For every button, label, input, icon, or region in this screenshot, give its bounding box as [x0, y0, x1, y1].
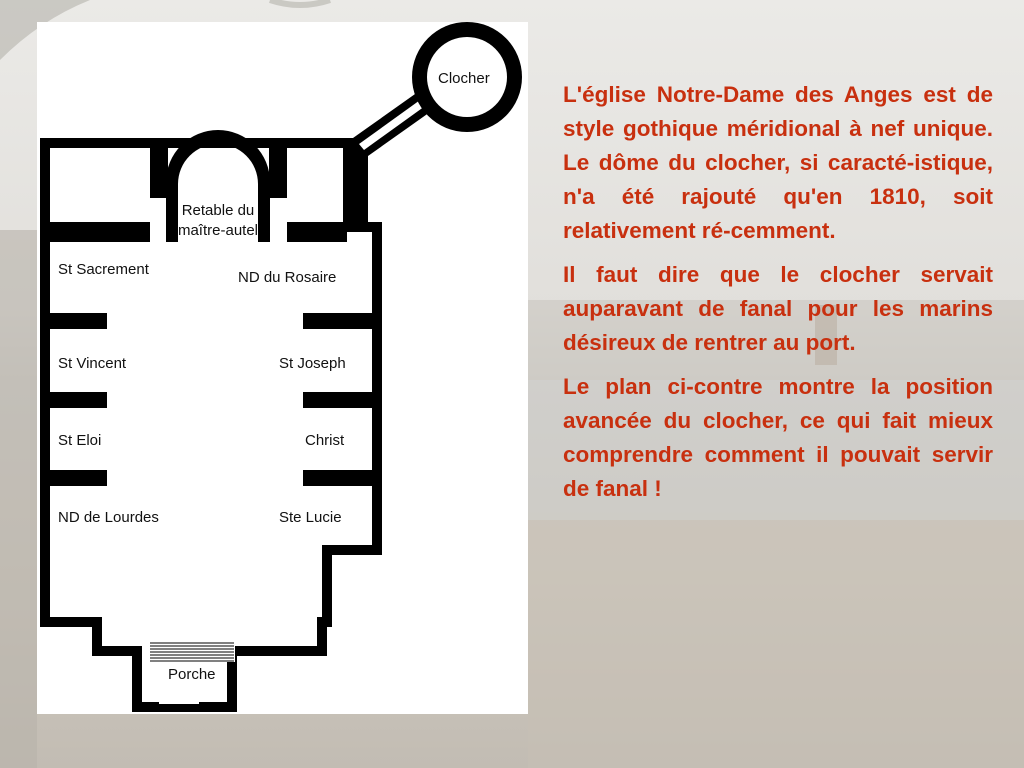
description-text — [563, 78, 993, 516]
label-retable-line2: maître-autel — [177, 222, 259, 239]
label-nd-rosaire: ND du Rosaire — [238, 269, 337, 286]
paragraph-plan: Le plan ci-contre montre la position avancée du clocher, ce qui fait mieux comprendre comment il pouvait servir de fanal ! — [563, 374, 993, 501]
label-st-joseph: St Joseph — [279, 355, 346, 372]
church-floor-plan — [37, 22, 528, 714]
label-porche: Porche — [168, 666, 216, 683]
label-retable-line1: Retable du — [181, 202, 255, 219]
paragraph-fanal: Il faut dire que le clocher servait auparavant de fanal pour les marins désireux de rentrer au port. — [563, 262, 993, 355]
label-christ: Christ — [305, 432, 345, 449]
label-clocher: Clocher — [438, 70, 490, 87]
label-ste-lucie: Ste Lucie — [279, 509, 342, 526]
label-st-vincent: St Vincent — [58, 355, 127, 372]
label-nd-lourdes: ND de Lourdes — [58, 509, 159, 526]
paragraph-history: L'église Notre-Dame des Anges est de style gothique méridional à nef unique. Le dôme du clocher, si caracté-istique, n'a été rajouté qu'en 1810, soit relativement ré-cemment. — [563, 82, 993, 243]
label-st-eloi: St Eloi — [58, 432, 102, 449]
label-st-sacrement: St Sacrement — [58, 261, 149, 278]
